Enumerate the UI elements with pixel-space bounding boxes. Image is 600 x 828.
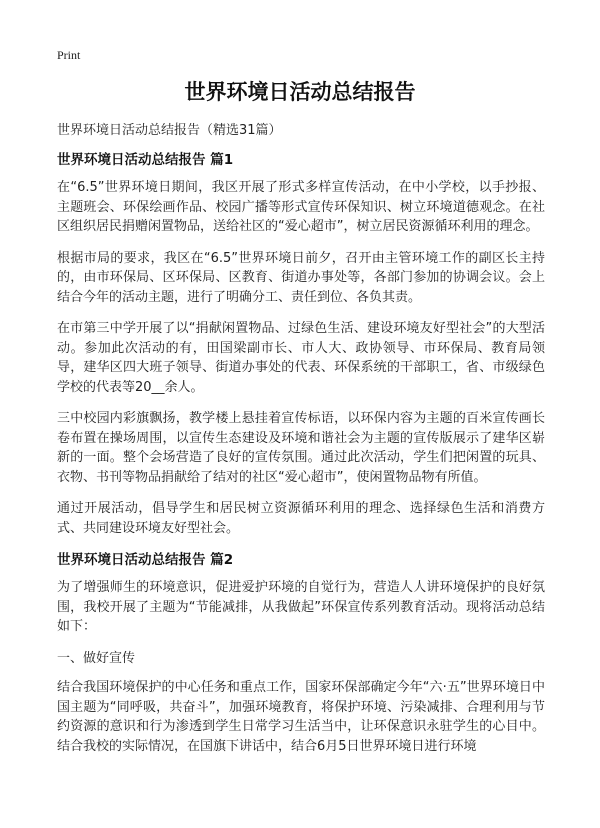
document-subtitle: 世界环境日活动总结报告（精选31篇） bbox=[57, 123, 282, 138]
paragraph: 根据市局的要求，我区在“6.5”世界环境日前夕，召开由主管环境工作的副区长主持的，由市环保局、区环保局、区教育、街道办事处等，各部门参加的协调会议。会上结合今年的活动主题，进行了明确分工、责任到位、各负其责。 bbox=[57, 250, 545, 305]
paragraph: 为了增强师生的环境意识，促进爱护环境的自觉行为，营造人人讲环境保护的良好氛围，我校开展了主题为“节能减排，从我做起”环保宣传系列教育活动。现将活动总结如下： bbox=[57, 580, 545, 634]
paragraph: 在市第三中学开展了以“捐献闲置物品、过绿色生活、建设环境友好型社会”的大型活动。参加此次活动的有，田国梁副市长、市人大、政协领导、市环保局、教育局领导，建华区四大班子领导、街道办事处的代表、环保系统的干部职工，省、市级绿色学校的代表等20__余人。 bbox=[57, 321, 545, 395]
section-heading: 世界环境日活动总结报告 篇1 bbox=[57, 152, 234, 168]
paragraph: 结合我国环境保护的中心任务和重点工作，国家环保部确定今年“六·五”世界环境日中国主题为“同呼吸，共奋斗”，加强环境教育，将保护环境、污染减排、合理利用与节约资源的意识和行为渗透到学生日常学习生活当中，让环保意识永驻学生的心目中。结合我校的实际情况，在国旗下讲话中，结合6月5日世界环境日进行环境 bbox=[57, 680, 545, 754]
subheading-paragraph: 一、做好宣传 bbox=[57, 650, 136, 666]
document-title: 世界环境日活动总结报告 bbox=[184, 80, 416, 104]
paragraph: 在“6.5”世界环境日期间，我区开展了形式多样宣传活动，在中小学校，以手抄报、主题班会、环保绘画作品、校园广播等形式宣传环保知识、树立环境道德观念。在社区组织居民捐赠闲置物品，送给社区的“爱心超市”，树立居民资源循环利用的理念。 bbox=[57, 180, 545, 234]
section-1 bbox=[57, 150, 545, 538]
paragraph: 通过开展活动，倡导学生和居民树立资源循环利用的理念、选择绿色生活和消费方式、共同建设环境友好型社会。 bbox=[57, 501, 545, 536]
print-link[interactable]: Print bbox=[57, 48, 81, 62]
section-2 bbox=[57, 550, 545, 756]
document-body bbox=[57, 150, 545, 768]
paragraph: 三中校园内彩旗飘扬，教学楼上悬挂着宣传标语，以环保内容为主题的百米宣传画长卷布置在操场周围，以宣传生态建设及环境和谐社会为主题的宣传版展示了建华区崭新的一面。整个会场营造了良好的宣传氛围。通过此次活动，学生们把闲置的玩具、衣物、书刊等物品捐献给了结对的社区“爱心超市”，使闲置物品物有所值。 bbox=[57, 411, 545, 485]
section-heading: 世界环境日活动总结报告 篇2 bbox=[57, 552, 234, 568]
